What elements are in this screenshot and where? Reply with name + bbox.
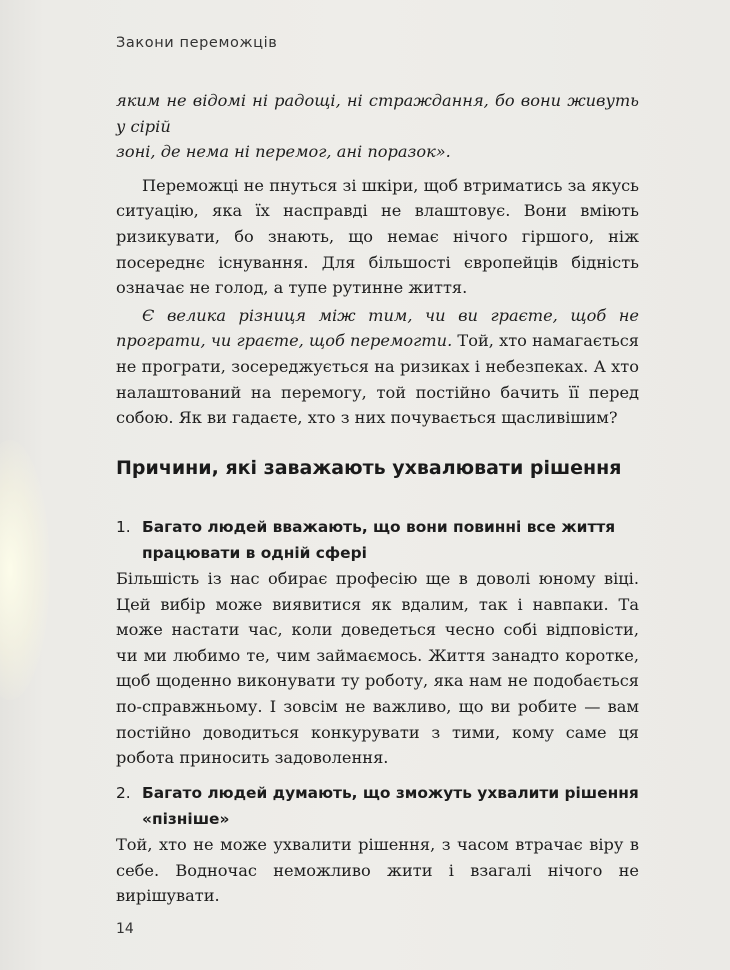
list-item-2-number: 2. [116,784,131,802]
list-item-1-title [116,515,646,566]
list-item-2-body [116,832,639,909]
running-head: Закони переможців [116,35,278,51]
section-heading: Причини, які заважають ухвалювати рішення [116,457,622,479]
paragraph-2-italic: Є велика різниця між тим, чи ви граєте, щоб не програти, чи граєте, щоб перемогти. [116,305,639,351]
list-item-2-text: Той, хто не може ухвалити рішення, з часом втрачає віру в себе. Водночас неможливо жити і взагалі нічого не вирішувати. [116,835,639,906]
paragraph-2 [116,303,639,431]
list-item-2-heading: Багато людей думають, що зможуть ухвалити рішення «пізніше» [142,784,639,828]
list-item-1-text: Більшість із нас обирає професію ще в доволі юному віці. Цей вибір може виявитися як вдалим, так і навпаки. Та може настати час, коли доведеться чесно собі відповісти, чи ми любимо те, чим займаємось. Життя занадто коротке, щоб щоденно виконувати ту роботу, яка нам не подобається по-справжньому. І зовсім не важливо, що ви робите — вам постійно доводиться конкурувати з тими, кому саме ця робота приносить задоволення. [116,569,639,768]
intro-quote [116,88,639,165]
list-item-1-body [116,566,639,771]
list-item-1-number: 1. [116,518,131,536]
intro-quote-line-1: яким не відомі ні радощі, ні страждання, бо вони живуть у сірій [116,91,639,136]
paragraph-1: Переможці не пнуться зі шкіри, щоб втриматись за якусь ситуацію, яка їх насправді не влаштовує. Вони вміють ризикувати, бо знають, що немає нічого гіршого, ніж посереднє існування. Для більшості європейців бідність означає не голод, а тупе рутинне життя. [116,175,639,298]
top-text-block [116,88,639,431]
list-item-1-heading: Багато людей вважають, що вони повинні все життя працювати в одній сфері [142,518,616,562]
page-number: 14 [116,921,134,937]
list-item-2-title [116,781,646,832]
paragraph-2-regular: Той, хто намагається не програти, зосереджується на ризиках і небезпеках. А хто налаштований на перемогу, той постійно бачить її перед собою. Як ви гадаєте, хто з них почувається щасливішим? [116,331,639,428]
page-spine-highlight [0,440,50,700]
intro-quote-line-2: зоні, де нема ні перемог, ані поразок». [116,142,451,162]
